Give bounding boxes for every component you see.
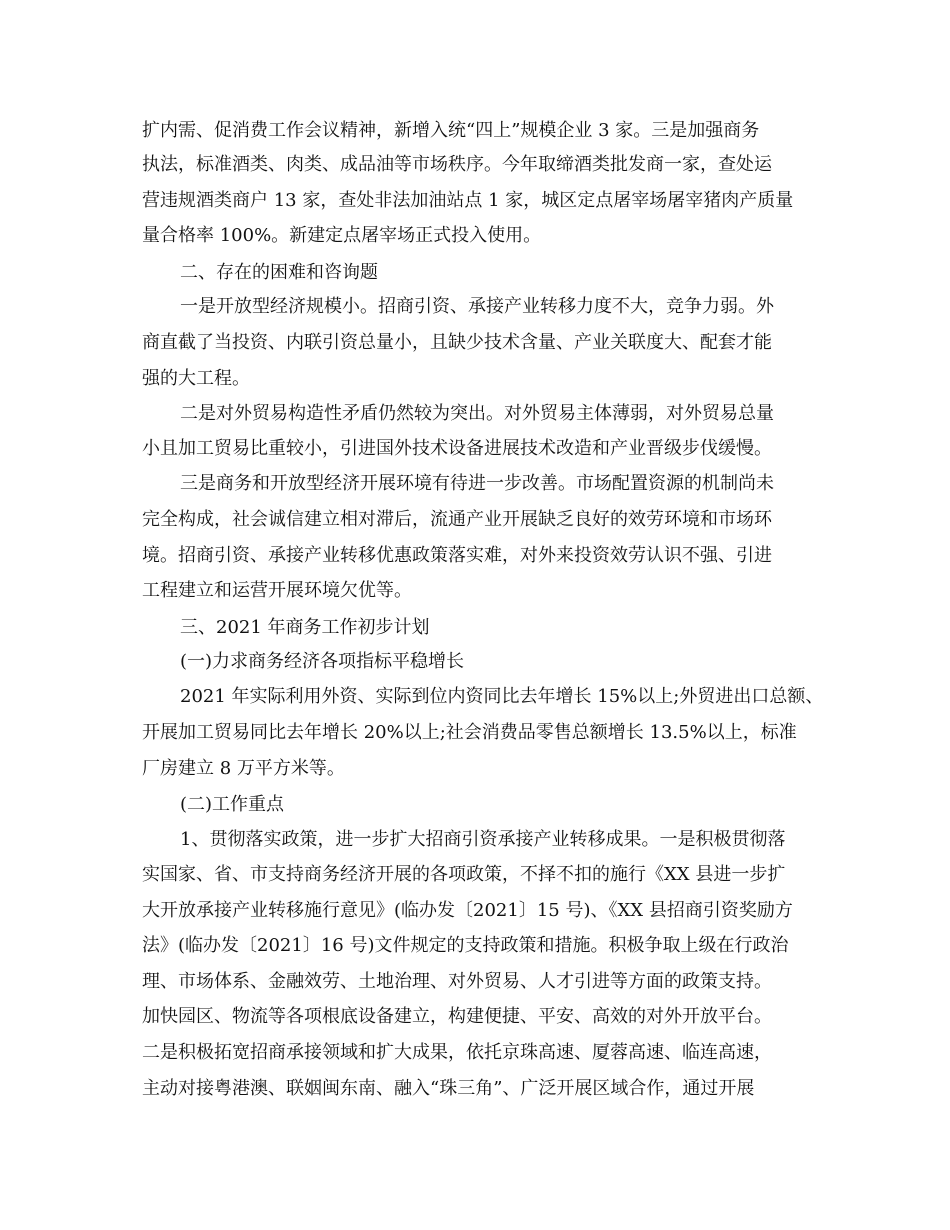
text-line: 小且加工贸易比重较小，引进国外技术设备进展技术改造和产业晋级步伐缓慢。	[142, 438, 772, 459]
text-line: 工程建立和运营开展环境欠优等。	[142, 580, 412, 601]
text-line: 二是对外贸易构造性矛盾仍然较为突出。对外贸易主体薄弱，对外贸易总量	[180, 403, 774, 424]
text-line: 1、贯彻落实政策，进一步扩大招商引资承接产业转移成果。一是积极贯彻落	[180, 829, 786, 850]
text-line: 实国家、省、市支持商务经济开展的各项政策，不择不扣的施行《XX 县进一步扩	[142, 864, 786, 885]
text-line: 三是商务和开放型经济开展环境有待进一步改善。市场配置资源的机制尚未	[180, 473, 774, 494]
text-line: 加快园区、物流等各项根底设备建立，构建便捷、平安、高效的对外开放平台。	[142, 1006, 772, 1027]
section-heading: 三、2021 年商务工作初步计划	[180, 617, 430, 638]
text-line: 法》(临办发〔2021〕16 号)文件规定的支持政策和措施。积极争取上级在行政治	[142, 935, 789, 956]
text-line: 二是积极拓宽招商承接领域和扩大成果，依托京珠高速、厦蓉高速、临连高速，	[142, 1042, 772, 1063]
text-line: 营违规酒类商户 13 家，查处非法加油站点 1 家，城区定点屠宰场屠宰猪肉产质量	[142, 190, 794, 211]
text-line: 大开放承接产业转移施行意见》(临办发〔2021〕15 号)、《XX 县招商引资奖励方	[142, 900, 793, 921]
text-line: 境。招商引资、承接产业转移优惠政策落实难，对外来投资效劳认识不强、引进	[142, 545, 772, 566]
text-line: 一是开放型经济规模小。招商引资、承接产业转移力度不大，竞争力弱。外	[180, 296, 774, 317]
subsection-heading: (一)力求商务经济各项指标平稳增长	[180, 651, 465, 672]
text-line: 扩内需、促消费工作会议精神，新增入统“四上”规模企业 3 家。三是加强商务	[142, 120, 760, 141]
text-line: 完全构成，社会诚信建立相对滞后，流通产业开展缺乏良好的效劳环境和市场环	[142, 509, 772, 530]
text-line: 强的大工程。	[142, 368, 250, 389]
text-line: 2021 年实际利用外资、实际到位内资同比去年增长 15%以上;外贸进出口总额、	[180, 686, 824, 707]
text-line: 开展加工贸易同比去年增长 20%以上;社会消费品零售总额增长 13.5%以上，标准	[142, 722, 797, 743]
text-line: 商直截了当投资、内联引资总量小，且缺少技术含量、产业关联度大、配套才能	[142, 332, 772, 353]
section-heading: 二、存在的困难和咨询题	[180, 262, 378, 283]
text-line: 厂房建立 8 万平方米等。	[142, 758, 345, 779]
text-line: 主动对接粤港澳、联姻闽东南、融入“珠三角”、广泛开展区域合作，通过开展	[142, 1078, 755, 1099]
text-line: 执法，标准酒类、肉类、成品油等市场秩序。今年取缔酒类批发商一家，查处运	[142, 154, 772, 175]
text-line: 理、市场体系、金融效劳、土地治理、对外贸易、人才引进等方面的政策支持。	[142, 971, 772, 992]
subsection-heading: (二)工作重点	[180, 794, 285, 815]
text-line: 量合格率 100%。新建定点屠宰场正式投入使用。	[142, 225, 542, 246]
